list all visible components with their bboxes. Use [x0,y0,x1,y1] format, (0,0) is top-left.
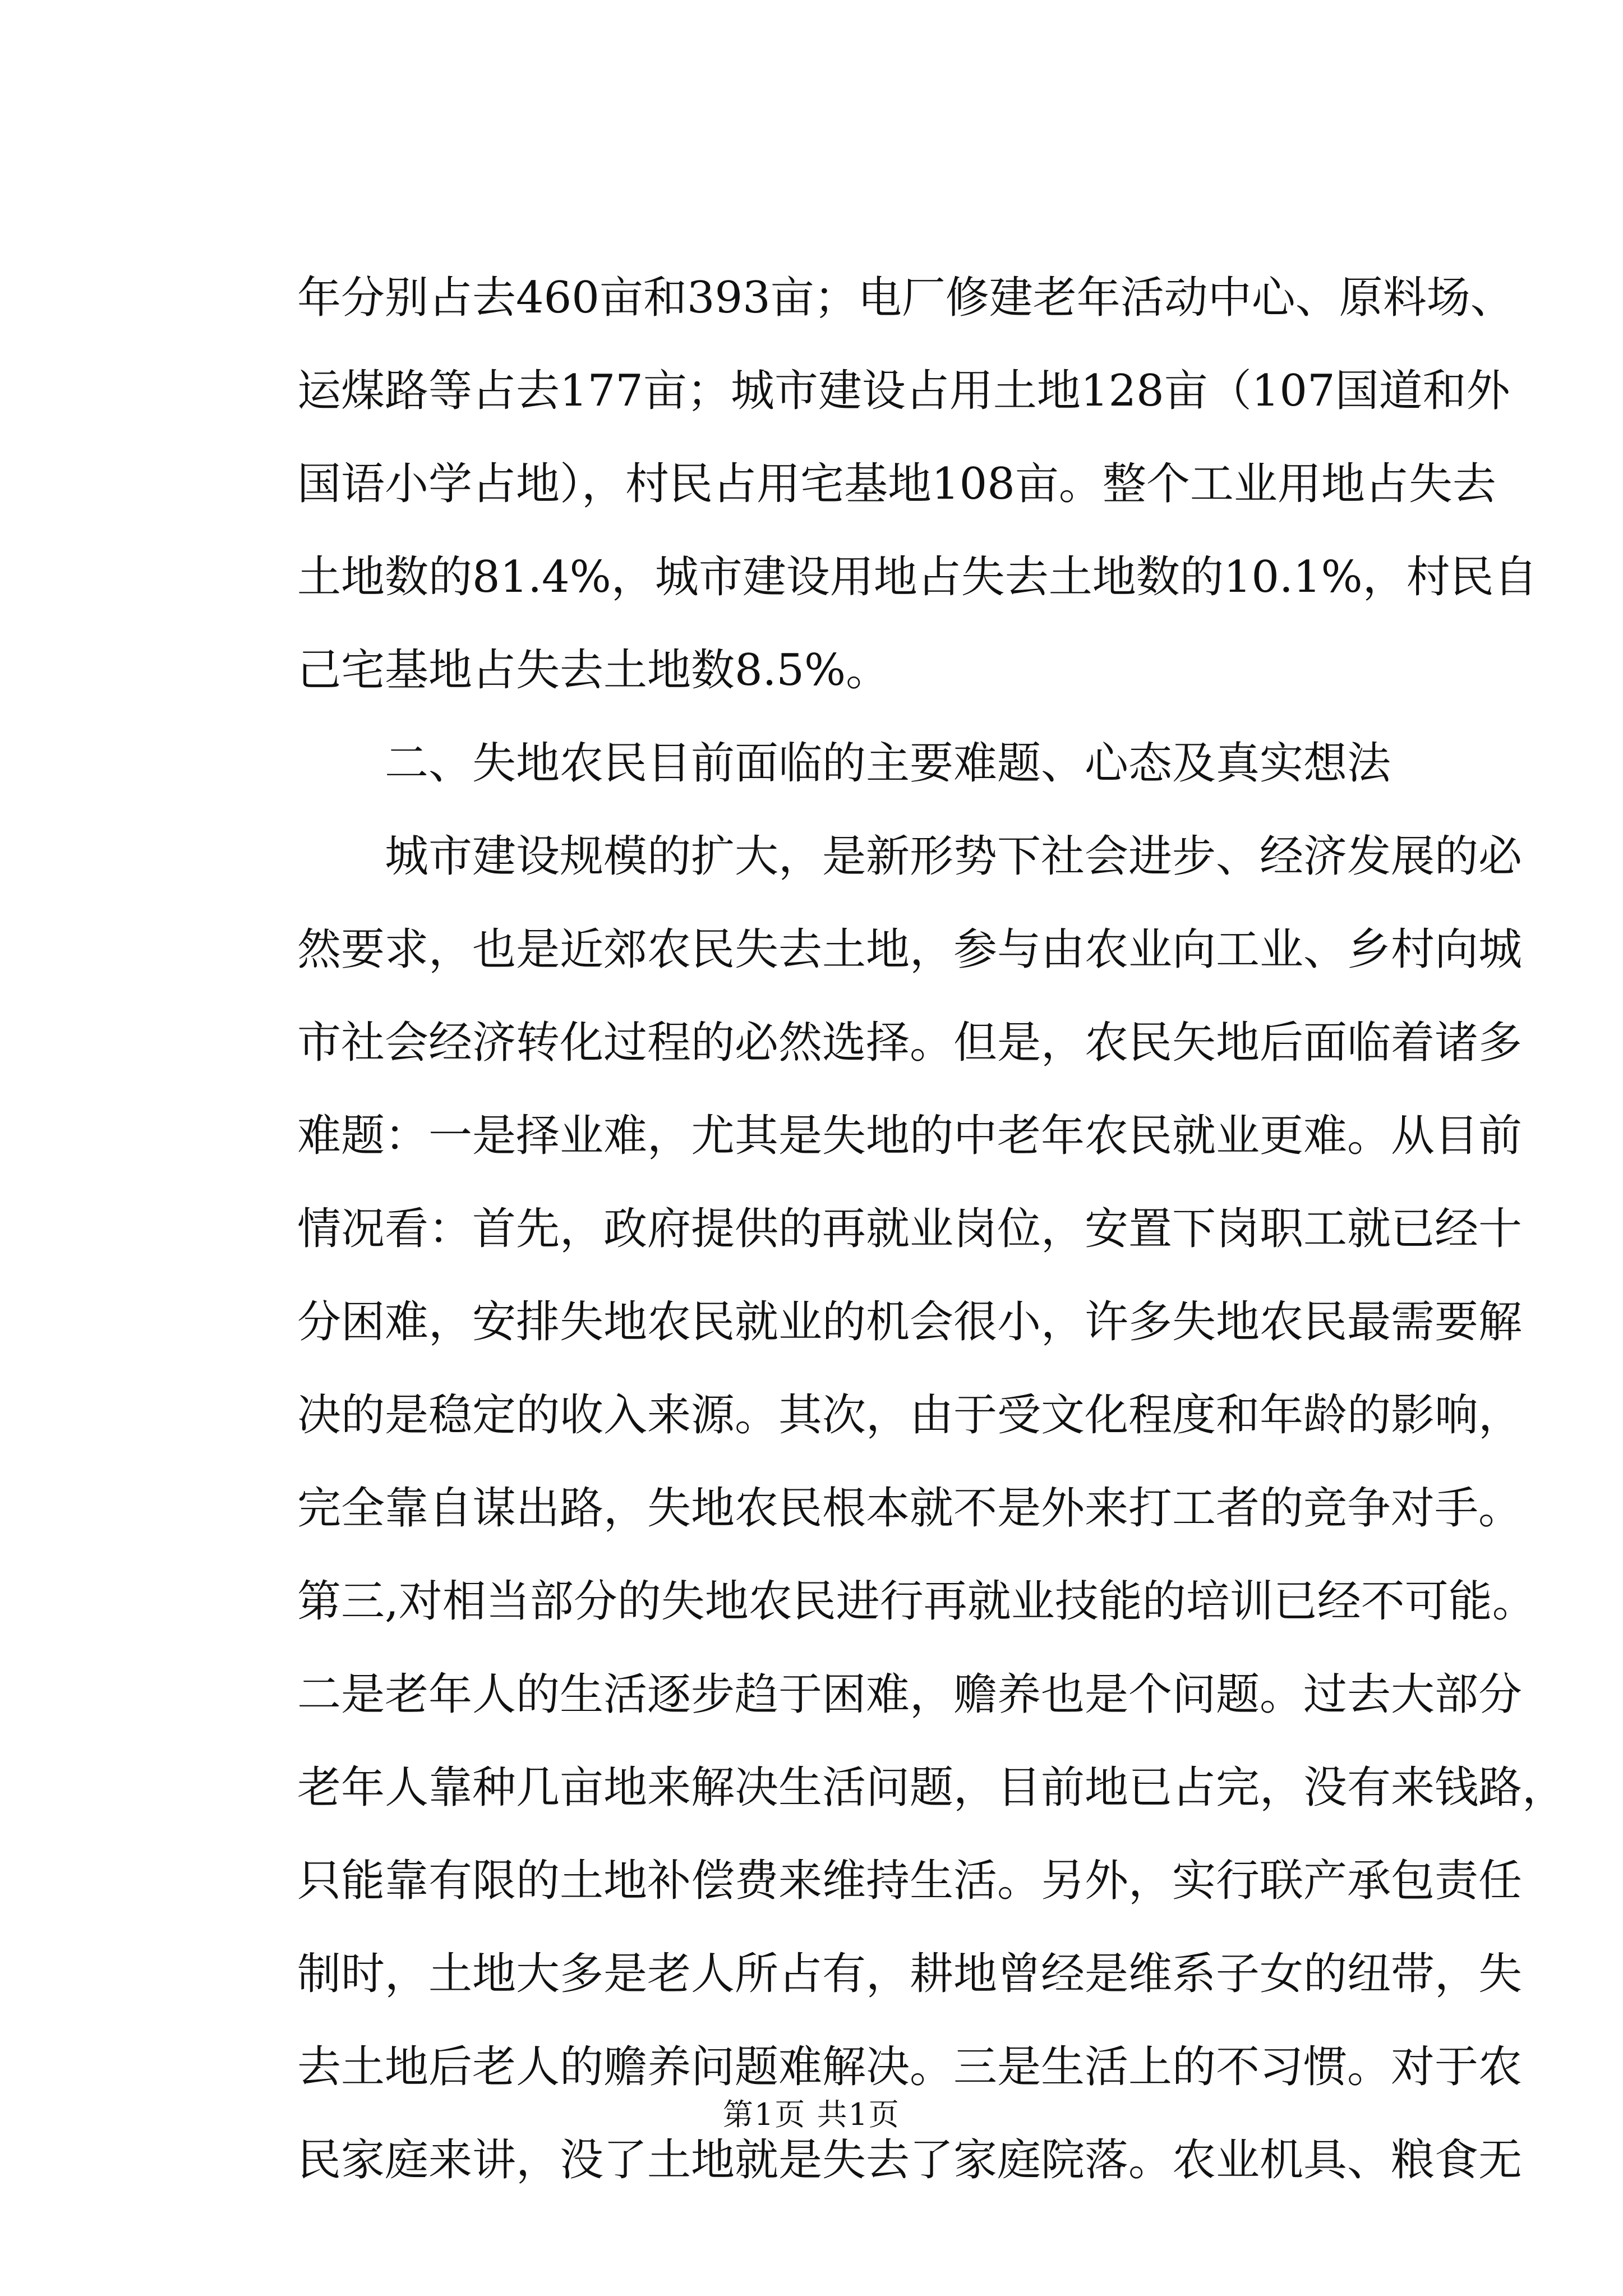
text-line: 运煤路等占去177亩；城市建设占用土地128亩（107国道和外 [297,366,1510,416]
text-line: 年分别占去460亩和393亩；电厂修建老年活动中心、原料场、 [297,273,1514,323]
page-number-footer: 第1页 共1页 [723,2097,900,2132]
text-line: 然要求，也是近郊农民失去土地，参与由农业向工业、乡村向城 [297,924,1523,975]
document-body [297,251,1566,2207]
text-line: 二是老年人的生活逐步趋于困难，赡养也是个问题。过去大部分 [297,1669,1523,1720]
text-line: 决的是稳定的收入来源。其次，由于受文化程度和年龄的影响， [297,1390,1523,1441]
section-heading: 二、失地农民目前面临的主要难题、心态及真实想法 [385,738,1391,789]
text-line: 国语小学占地），村民占用宅基地108亩。整个工业用地占失去 [297,459,1496,509]
text-line: 去土地后老人的赡养问题难解决。三是生活上的不习惯。对于农 [297,2042,1523,2092]
text-line: 民家庭来讲，没了土地就是失去了家庭院落。农业机具、粮食无 [297,2135,1523,2185]
text-line: 己宅基地占失去土地数8.5%。 [297,645,890,696]
text-line: 土地数的81.4%，城市建设用地占失去土地数的10.1%，村民自 [297,552,1538,602]
text-line: 市社会经济转化过程的必然选择。但是，农民矢地后面临着诸多 [297,1018,1523,1068]
text-line: 城市建设规模的扩大，是新形势下社会进步、经济发展的必 [385,831,1523,882]
text-line: 老年人靠种几亩地来解决生活问题，目前地已占完，没有来钱路， [297,1763,1566,1813]
text-line: 制时，土地大多是老人所占有，耕地曾经是维系子女的纽带，失 [297,1949,1523,1999]
text-line: 难题：一是择业难，尤其是失地的中老年农民就业更难。从目前 [297,1111,1523,1161]
text-line: 完全靠自谋出路，失地农民根本就不是外来打工者的竞争对手。 [297,1483,1523,1534]
text-line: 情况看：首先，政府提供的再就业岗位，安置下岗职工就已经十 [297,1204,1523,1254]
text-line: 第三,对相当部分的失地农民进行再就业技能的培训已经不可能。 [297,1576,1536,1627]
text-line: 只能靠有限的土地补偿费来维持生活。另外，实行联产承包责任 [297,1856,1523,1906]
text-line: 分困难，安排失地农民就业的机会很小，许多失地农民最需要解 [297,1297,1523,1347]
